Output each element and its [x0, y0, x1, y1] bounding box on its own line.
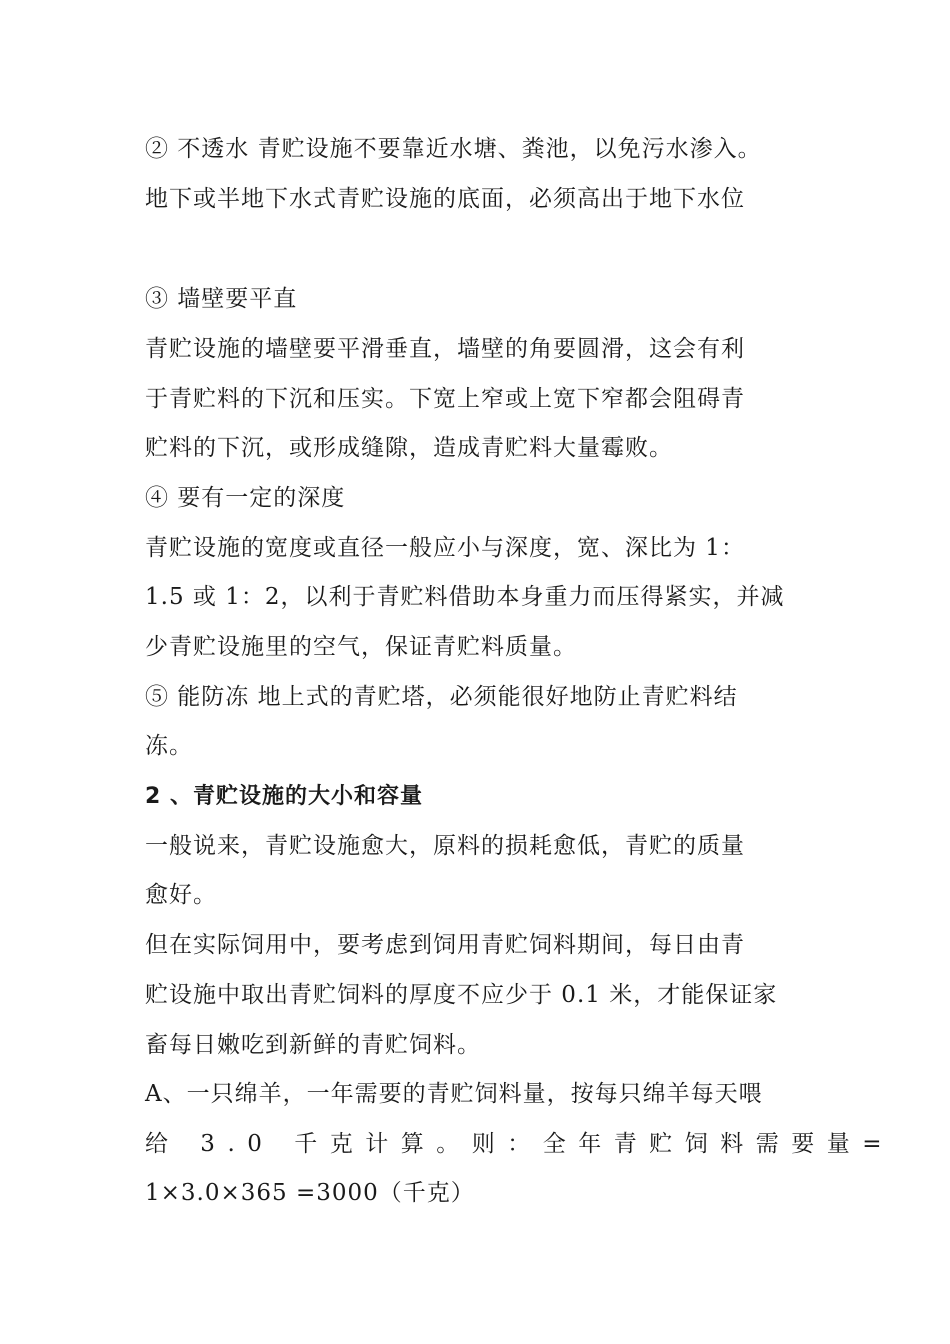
text-line: ④ 要有一定的深度 [145, 485, 346, 511]
text-line: 青贮设施的墙壁要平滑垂直，墙壁的角要圆滑，这会有利 [145, 336, 745, 362]
text-line: 一般说来，青贮设施愈大，原料的损耗愈低，青贮的质量 [145, 833, 745, 859]
text-line: ② 不透水 青贮设施不要靠近水塘、粪池，以免污水渗入。 [145, 136, 762, 162]
text-line: 青贮设施的宽度或直径一般应小与深度，宽、深比为 1： [145, 535, 745, 561]
text-line: 1.5 或 1：2，以利于青贮料借助本身重力而压得紧实，并减 [145, 584, 785, 610]
text-line: 地下或半地下水式青贮设施的底面，必须高出于地下水位 [145, 186, 745, 212]
text-line: 畜每日嫩吃到新鲜的青贮饲料。 [145, 1032, 481, 1058]
text-line: 贮设施中取出青贮饲料的厚度不应少于 0.1 米，才能保证家 [145, 982, 778, 1008]
text-line: ③ 墙壁要平直 [145, 286, 298, 312]
text-line: 少青贮设施里的空气，保证青贮料质量。 [145, 634, 577, 660]
text-line: 贮料的下沉，或形成缝隙，造成青贮料大量霉败。 [145, 435, 673, 461]
text-line: 冻。 [145, 733, 193, 759]
text-line: A、一只绵羊，一年需要的青贮饲料量，按每只绵羊每天喂 [145, 1081, 763, 1107]
section-heading: 2 、青贮设施的大小和容量 [145, 784, 423, 809]
text-line: 1×3.0×365 =3000（千克） [145, 1180, 475, 1206]
text-line: 给 3.0 千克计算。则：全年青贮饲料需要量= [145, 1131, 894, 1157]
text-line: ⑤ 能防冻 地上式的青贮塔，必须能很好地防止青贮料结 [145, 684, 738, 710]
text-line: 但在实际饲用中，要考虑到饲用青贮饲料期间，每日由青 [145, 932, 745, 958]
text-line: 愈好。 [145, 882, 217, 908]
text-line: 于青贮料的下沉和压实。下宽上窄或上宽下窄都会阻碍青 [145, 386, 745, 412]
